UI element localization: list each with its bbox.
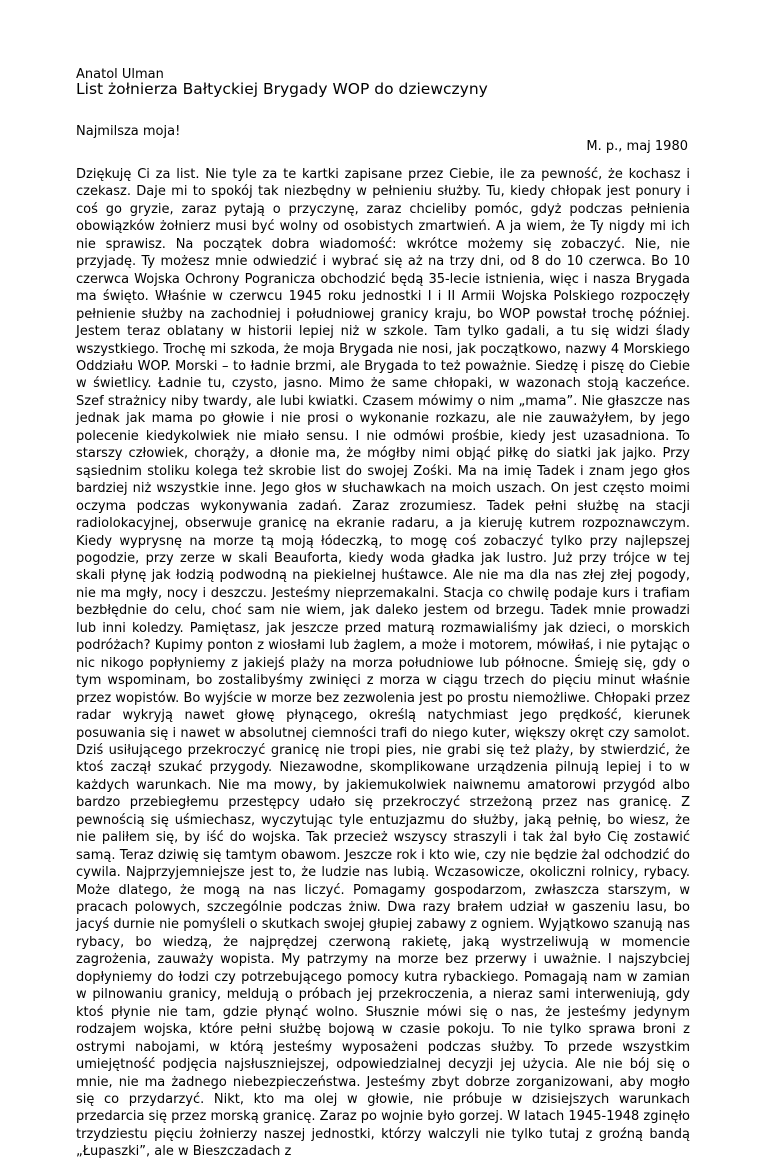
document-title: List żołnierza Bałtyckiej Brygady WOP do dziewczyny [76, 80, 488, 98]
place-and-date: M. p., maj 1980 [586, 139, 688, 154]
author-name: Anatol Ulman [76, 67, 164, 82]
letter-salutation: Najmilsza moja! [76, 124, 181, 139]
letter-body: Dziękuję Ci za list. Nie tyle za te kartki zapisane przez Ciebie, ile za pewność, że kochasz i czekasz. Daje mi to spokój tak niezbędny w pełnieniu służby. Tu, kiedy chłopak jest ponury i coś go gryzie, zaraz pytają o przyczynę, zaraz chcieliby pomóc, gdyż podczas pełnienia obowiązków żołnierz musi być wolny od osobistych zmartwień. A ja wiem, że Ty nigdy mi ich nie sprawisz. Na początek dobra wiadomość: wkrótce możemy się zobaczyć. Nie, nie przyjadę. Ty możesz mnie odwiedzić i wybrać się aż na trzy dni, od 8 do 10 czerwca. Bo 10 czerwca Wojska Ochrony Pogranicza obchodzić będą 35-lecie istnienia, więc i nasza Brygada ma święto. Właśnie w czerwcu 1945 roku jednostki I i II Armii Wojska Polskiego rozpoczęły pełnienie służby na zachodniej i południowej granicy kraju, bo WOP powstał trochę później. Jestem teraz oblatany w historii lepiej niż w szkole. Tam tylko gadali, a tu się widzi ślady wszystkiego. Trochę mi szkoda, że moja Brygada nie nosi, jak początkowo, nazwy 4 Morskiego Oddziału WOP. Morski – to ładnie brzmi, ale Brygada to też poważnie. Siedzę i piszę do Ciebie w świetlicy. Ładnie tu, czysto, jasno. Mimo że same chłopaki, w wazonach stoją kaczeńce. Szef strażnicy niby twardy, ale lubi kwiatki. Czasem mówimy o nim „mama”. Nie głaszcze nas jednak jak mama po głowie i nie prosi o wykonanie rozkazu, ale nie zauważyłem, by jego polecenie kiedykolwiek nie miało sensu. I nie odmówi prośbie, kiedy jest uzasadniona. To starszy człowiek, chorąży, a dłonie ma, że mógłby nimi objąć piłkę do siatki jak jajko. Przy sąsiednim stoliku kolega też skrobie list do swojej Zośki. Ma na imię Tadek i znam jego głos bardziej niż wszystkie inne. Jego głos w słuchawkach na moich uszach. On jest często moimi oczyma podczas wykonywania zadań. Zaraz zrozumiesz. Tadek pełni służbę na stacji radiolokacyjnej, obserwuje granicę na ekranie radaru, a ja kieruję kutrem rozpoznawczym. Kiedy wyprysnę na morze tą moją łódeczką, to mogę coś zobaczyć tylko przy najlepszej pogodzie, przy zerze w skali Beauforta, kiedy woda gładka jak lustro. Już przy trójce w tej skali płynę jak łodzią podwodną na piekielnej huśtawce. Ale nie ma dla nas złej złej pogody, nie ma mgły, nocy i deszczu. Jesteśmy nieprzemakalni. Stacja co chwilę podaje kurs i trafiam bezbłędnie do celu, choć sam nie wiem, jak daleko jestem od brzegu. Tadek mnie prowadzi lub inni koledzy. Pamiętasz, jak jeszcze przed maturą rozmawialiśmy jak dzieci, o morskich podróżach? Kupimy ponton z wiosłami lub żaglem, a może i motorem, mówiłaś, i nie pytając o nic nikogo popłyniemy z jakiejś plaży na morza południowe lub północne. Śmieję się, gdy o tym wspominam, bo zostalibyśmy zwinięci z morza w ciągu trzech do pięciu minut właśnie przez wopistów. Bo wyjście w morze bez zezwolenia jest po prostu niemożliwe. Chłopaki przez radar wykryją nawet głowę płynącego, określą natychmiast jego prędkość, kierunek posuwania się i nawet w absolutnej ciemności trafi do niego kuter, większy okręt czy samolot. Dziś usiłującego przekroczyć granicę nie tropi pies, nie grabi się też plaży, by stwierdzić, że ktoś zaczął szukać przygody. Niezawodne, skomplikowane urządzenia pilnują lepiej i to w każdych warunkach. Nie ma mowy, by jakiemukolwiek naiwnemu amatorowi przygód albo bardzo przebiegłemu przestępcy udało się przekroczyć strzeżoną przez nas granicę. Z pewnością się uśmiechasz, wyczytując tyle entuzjazmu do służby, jaką pełnię, bo wiesz, że nie paliłem się, by iść do wojska. Tak przecież wszyscy straszyli i tak żal było Cię zostawić samą. Teraz dziwię się tamtym obawom. Jeszcze rok i kto wie, czy nie będzie żal odchodzić do cywila. Najprzyjemniejsze jest to, że ludzie nas lubią. Wczasowicze, okoliczni rolnicy, rybacy. Może dlatego, że mogą na nas liczyć. Pomagamy gospodarzom, zwłaszcza starszym, w pracach polowych, szczególnie podczas żniw. Dwa razy brałem udział w gaszeniu lasu, bo jacyś durnie nie pomyśleli o skutkach swojej głupiej zabawy z ogniem. Wyjątkowo szanują nas rybacy, bo wiedzą, że najprędzej czerwoną rakietę, jaką wystrzeliwują w momencie zagrożenia, zauważy wopista. My patrzymy na morze bez przerwy i uważnie. I najszybciej dopłyniemy do łodzi czy potrzebującego pomocy kutra rybackiego. Pomagają nam w zamian w pilnowaniu granicy, meldują o próbach jej przekroczenia, a nieraz sami interweniują, gdy ktoś płynie nie tam, gdzie płynąć wolno. Słusznie mówi się o nas, że jesteśmy jedynym rodzajem wojska, które pełni służbę bojową w czasie pokoju. To nie tylko sprawa broni z ostrymi nabojami, w którą jesteśmy wyposażeni podczas służby. To przede wszystkim umiejętność podjęcia najsłuszniejszej, odpowiedzialnej decyzji jej użycia. Ale nie bój się o mnie, nie ma żadnego niebezpieczeństwa. Jesteśmy zbyt dobrze zorganizowani, aby mogło się co przydarzyć. Nikt, kto ma olej w głowie, nie próbuje w dzisiejszych warunkach przedarcia się przez morską granicę. Zaraz po wojnie było gorzej. W latach 1945-1948 zginęło trzydziestu pięciu żołnierzy naszej jednostki, którzy walczyli nie tylko tutaj z groźną bandą „Łupaszki”, ale w Bieszczadach z [76, 167, 690, 1160]
